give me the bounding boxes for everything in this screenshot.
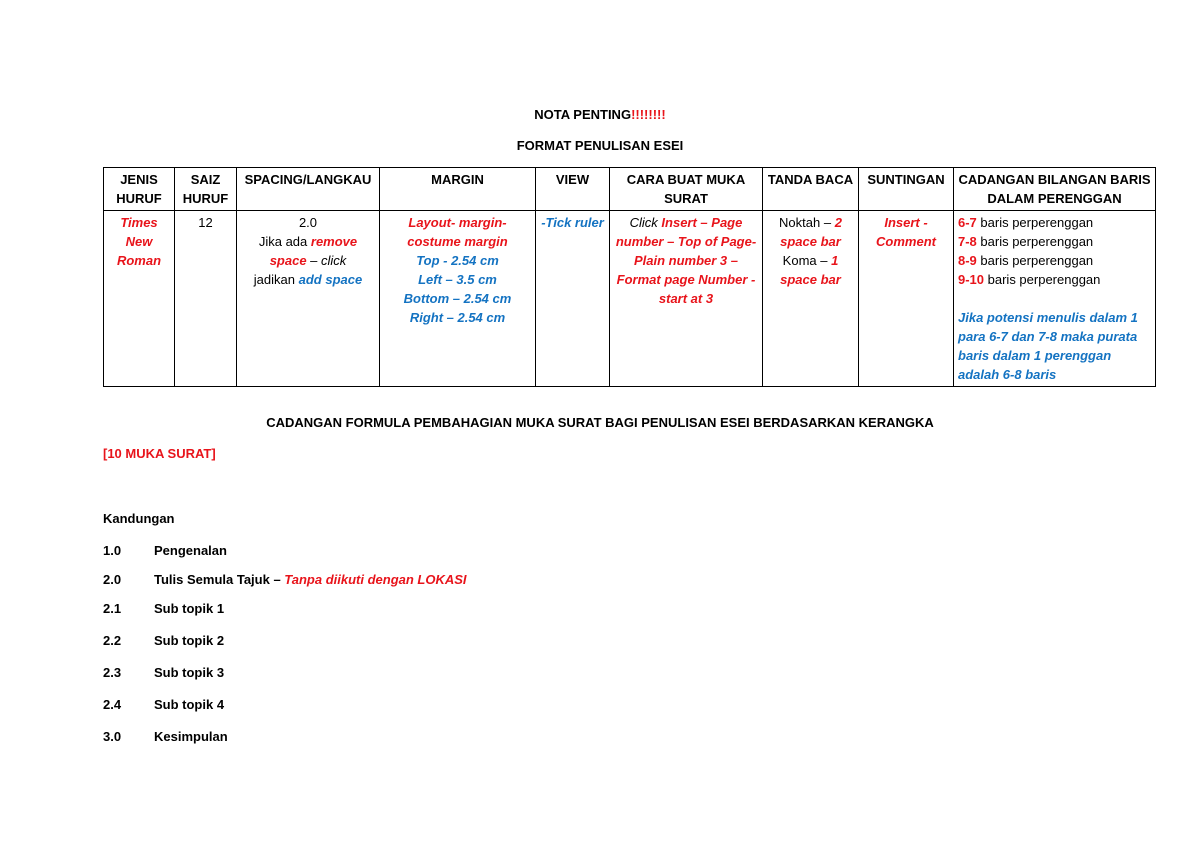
header-cell: CADANGAN BILANGAN BARIS DALAM PERENGGAN	[954, 168, 1156, 211]
toc-label: Kesimpulan	[154, 729, 228, 744]
formula-title: CADANGAN FORMULA PEMBAHAGIAN MUKA SURAT BAGI PENULISAN ESEI BERDASARKAN KERANGKA	[266, 415, 934, 430]
table-header-row	[104, 168, 1156, 211]
view-cell: -Tick ruler	[536, 211, 610, 387]
header-cell: SPACING/LANGKAU	[237, 168, 380, 211]
header-cell: SUNTINGAN	[859, 168, 954, 211]
nota-penting-title: NOTA PENTING!!!!!!!!	[534, 107, 666, 122]
header-cell: JENIS HURUF	[104, 168, 175, 211]
suntingan-cell: Insert - Comment	[859, 211, 954, 387]
header-cell: SAIZ HURUF	[175, 168, 237, 211]
toc-label: Tulis Semula Tajuk – Tanpa diikuti dengan LOKASI	[154, 572, 467, 587]
kandungan-heading: Kandungan	[103, 511, 175, 526]
toc-number: 3.0	[103, 729, 122, 744]
toc-label: Sub topik 3	[154, 665, 225, 680]
toc-label: Sub topik 1	[154, 601, 225, 616]
toc-number: 2.4	[103, 697, 122, 712]
toc-label: Pengenalan	[154, 543, 227, 558]
spacing-cell: 2.0 Jika ada remove space – click jadikan add space	[237, 211, 380, 387]
page-count-label: [10 MUKA SURAT]	[103, 446, 216, 461]
header-cell: TANDA BACA	[763, 168, 859, 211]
jenis-huruf-cell: Times New Roman	[104, 211, 175, 387]
table-row	[104, 211, 1156, 387]
cadangan-cell: 6-7 baris perperenggan 7-8 baris perperenggan 8-9 baris perperenggan 9-10 baris perperenggan Jika potensi menulis dalam 1 para 6-7 dan 7-8 maka purata baris dalam 1 perenggan adalah 6-8 baris	[954, 211, 1156, 387]
header-cell: CARA BUAT MUKA SURAT	[610, 168, 763, 211]
cadangan-note: Jika potensi menulis dalam 1 para 6-7 dan 7-8 maka purata baris dalam 1 perenggan adalah 6-8 baris	[958, 310, 1138, 382]
toc-number: 1.0	[103, 543, 122, 558]
toc-number: 2.3	[103, 665, 122, 680]
toc-number: 2.2	[103, 633, 122, 648]
header-cell: VIEW	[536, 168, 610, 211]
cara-buat-cell: Click Insert – Page number – Top of Page- Plain number 3 – Format page Number - start at 3	[610, 211, 763, 387]
saiz-huruf-cell: 12	[175, 211, 237, 387]
format-title: FORMAT PENULISAN ESEI	[516, 138, 684, 153]
toc-label: Sub topik 4	[154, 697, 225, 712]
format-table	[103, 167, 1156, 387]
toc-number: 2.0	[103, 572, 122, 587]
toc-number: 2.1	[103, 601, 122, 616]
header-cell: MARGIN	[380, 168, 536, 211]
toc-label: Sub topik 2	[154, 633, 225, 648]
margin-cell: Layout- margin- costume margin Top - 2.54 cm Left – 3.5 cm Bottom – 2.54 cm Right – 2.54 cm	[380, 211, 536, 387]
tanda-baca-cell: Noktah – 2 space bar Koma – 1 space bar	[763, 211, 859, 387]
